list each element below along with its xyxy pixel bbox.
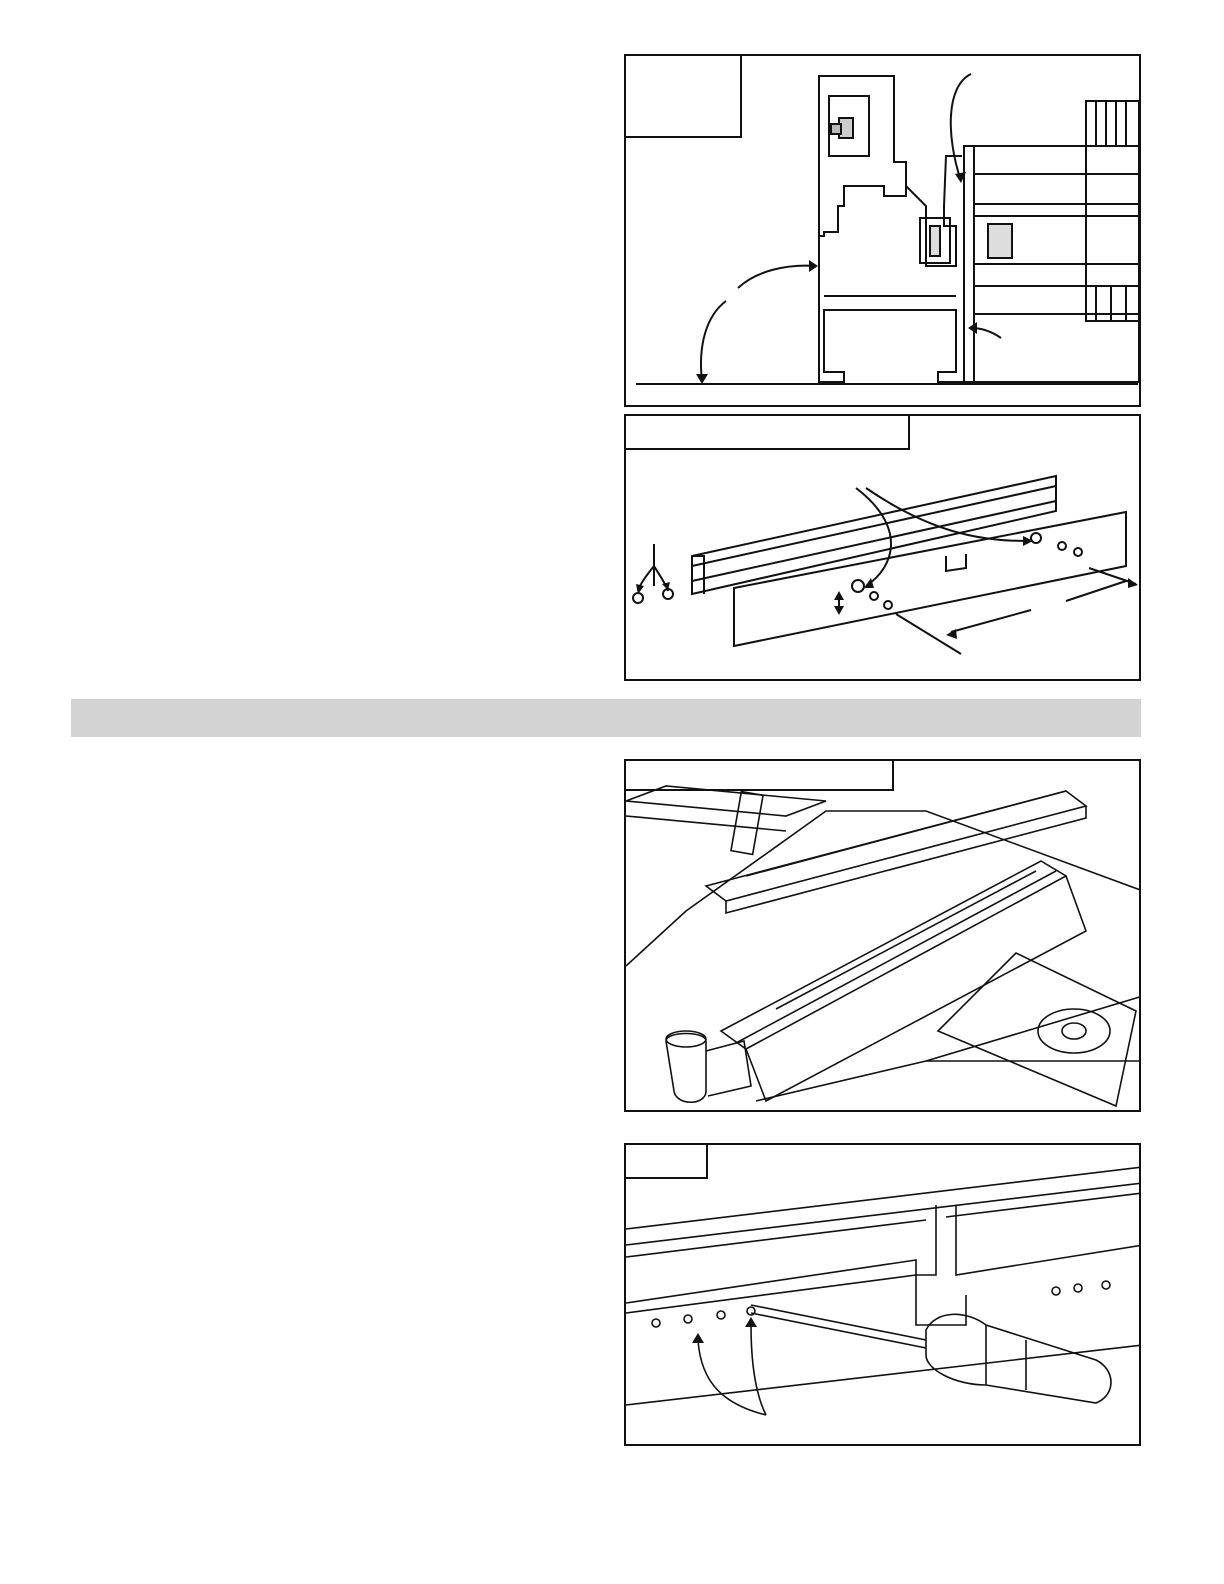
section-heading-bar [71,699,1141,737]
screwdriver-drawing [626,1145,1141,1446]
figure-screwdriver-adjustment [624,1143,1141,1446]
figure-router-table [624,759,1141,1112]
cross-section-drawing [626,56,1141,407]
figure-exploded-fence [624,414,1141,681]
figure-cross-section [624,54,1141,407]
exploded-fence-drawing [626,416,1141,681]
section-heading-title [71,699,1141,717]
router-table-drawing [626,761,1141,1112]
